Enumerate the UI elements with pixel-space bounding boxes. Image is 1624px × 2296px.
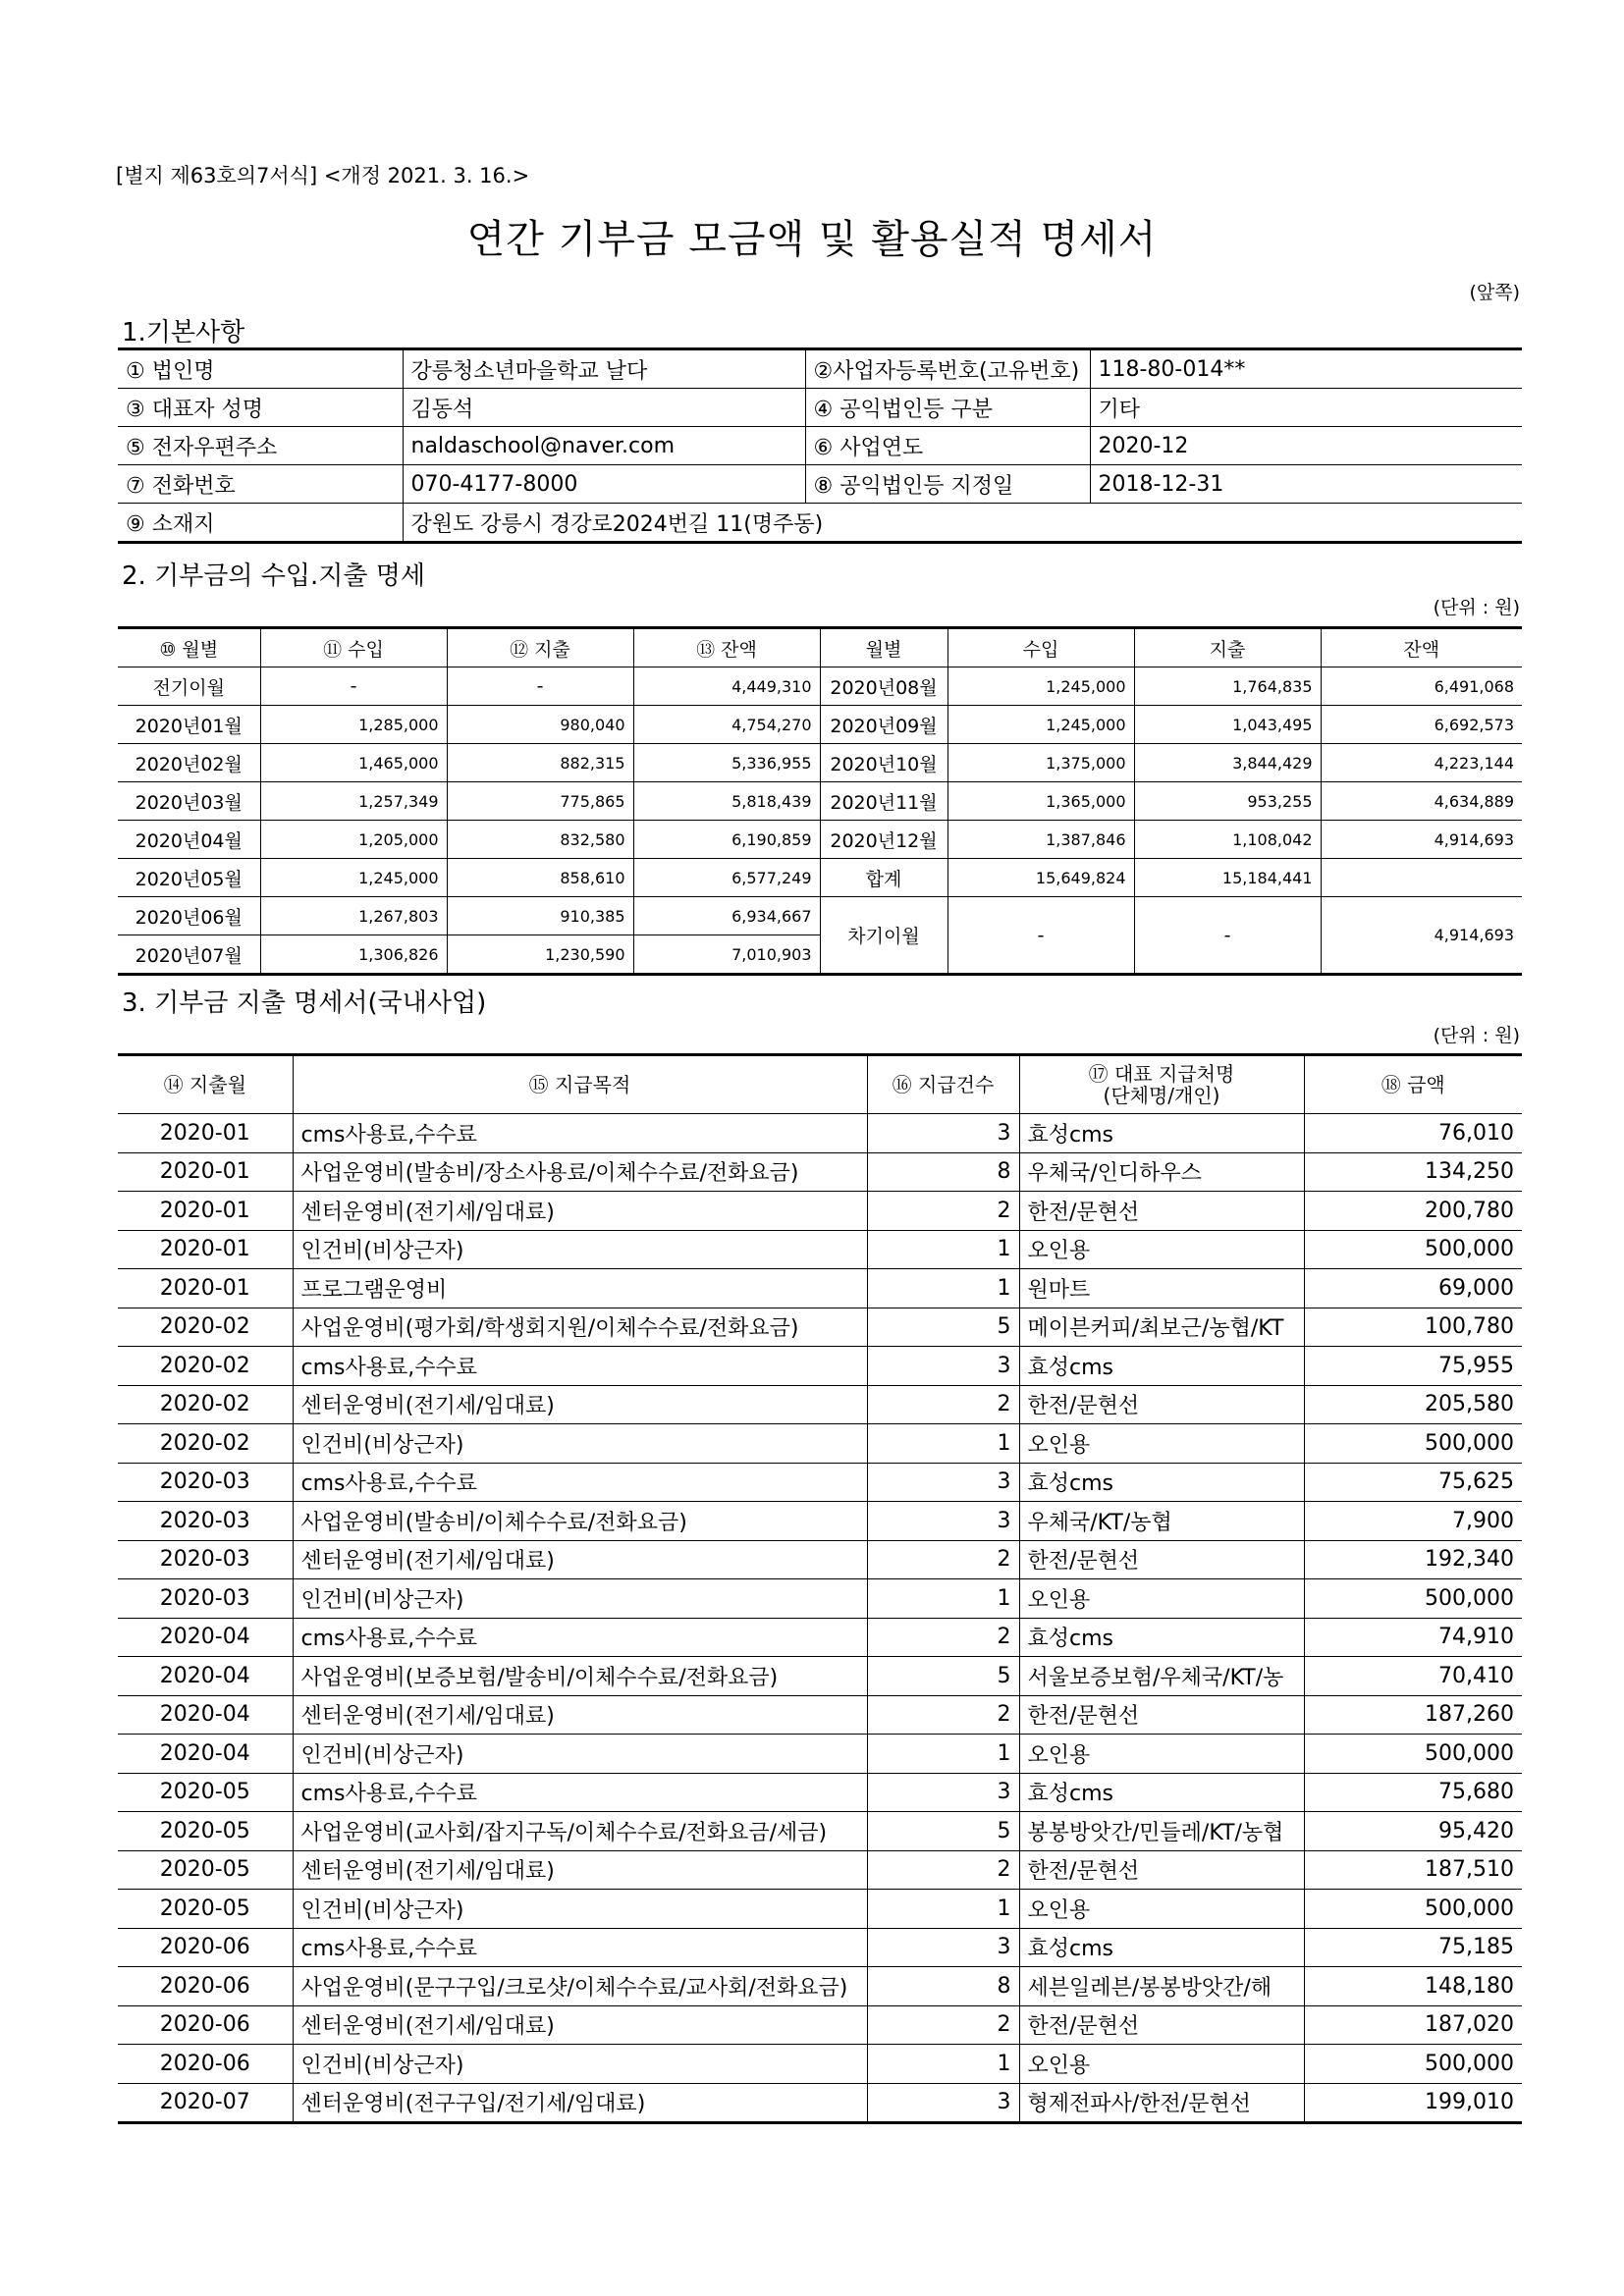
amount-cell: 69,000 xyxy=(1304,1269,1522,1308)
balance-cell: 4,634,889 xyxy=(1321,782,1522,821)
purpose-cell: 사업운영비(발송비/장소사용료/이체수수료/전화요금) xyxy=(293,1152,867,1192)
amount-cell: 75,680 xyxy=(1304,1773,1522,1812)
amount-cell: 100,780 xyxy=(1304,1308,1522,1347)
carryover-balance: 4,914,693 xyxy=(1321,897,1522,975)
expense-month-cell: 2020-04 xyxy=(118,1618,293,1657)
header-income: 수입 xyxy=(947,628,1134,667)
payee-cell: 우체국/인디하우스 xyxy=(1019,1152,1304,1192)
count-cell: 3 xyxy=(867,1928,1019,1967)
income-row xyxy=(118,897,1522,935)
month-cell: 2020년01월 xyxy=(118,706,260,744)
amount-cell: 187,020 xyxy=(1304,2005,1522,2045)
payee-cell: 오인용 xyxy=(1019,1230,1304,1269)
expenditure-table xyxy=(118,1053,1522,2124)
label-corp-name: ① 법인명 xyxy=(118,349,403,389)
expense-month-cell: 2020-03 xyxy=(118,1540,293,1579)
expenditure-row xyxy=(118,1928,1522,1967)
carryover-expense: - xyxy=(1134,897,1321,975)
balance-cell: 5,336,955 xyxy=(633,744,820,782)
expense-month-cell: 2020-01 xyxy=(118,1192,293,1231)
header-balance: ⑬ 잔액 xyxy=(633,628,820,667)
income-cell: 1,245,000 xyxy=(260,859,447,897)
expenditure-row xyxy=(118,1347,1522,1386)
count-cell: 2 xyxy=(867,2005,1019,2045)
payee-cell: 오인용 xyxy=(1019,1890,1304,1929)
label-address: ⑨ 소재지 xyxy=(118,504,403,543)
payee-cell: 효성cms xyxy=(1019,1463,1304,1502)
month-cell: 2020년03월 xyxy=(118,782,260,821)
count-cell: 1 xyxy=(867,1890,1019,1929)
income-expense-table xyxy=(118,626,1522,976)
page-side-label: (앞쪽) xyxy=(1469,282,1520,303)
purpose-cell: 인건비(비상근자) xyxy=(293,1735,867,1774)
expenditure-row xyxy=(118,2083,1522,2123)
month-cell: 2020년09월 xyxy=(820,706,947,744)
total-label: 합계 xyxy=(820,859,947,897)
balance-cell: 7,010,903 xyxy=(633,935,820,975)
expense-month-cell: 2020-06 xyxy=(118,2045,293,2084)
amount-cell: 192,340 xyxy=(1304,1540,1522,1579)
value-phone: 070-4177-8000 xyxy=(403,465,805,504)
label-phone: ⑦ 전화번호 xyxy=(118,465,403,504)
expense-cell: 1,043,495 xyxy=(1134,706,1321,744)
value-designation-date: 2018-12-31 xyxy=(1090,465,1522,504)
expense-cell: 882,315 xyxy=(447,744,633,782)
expense-month-cell: 2020-03 xyxy=(118,1463,293,1502)
expenditure-row xyxy=(118,1540,1522,1579)
count-cell: 2 xyxy=(867,1540,1019,1579)
month-cell: 전기이월 xyxy=(118,667,260,706)
header-expense: ⑫ 지출 xyxy=(447,628,633,667)
amount-cell: 74,910 xyxy=(1304,1618,1522,1657)
count-cell: 2 xyxy=(867,1385,1019,1424)
month-cell: 2020년10월 xyxy=(820,744,947,782)
balance-cell: 4,914,693 xyxy=(1321,821,1522,859)
balance-cell: 6,934,667 xyxy=(633,897,820,935)
payee-cell: 효성cms xyxy=(1019,1773,1304,1812)
expense-cell: - xyxy=(447,667,633,706)
expense-month-cell: 2020-05 xyxy=(118,1812,293,1851)
expense-month-cell: 2020-02 xyxy=(118,1347,293,1386)
purpose-cell: 센터운영비(전기세/임대료) xyxy=(293,1540,867,1579)
income-cell: 1,306,826 xyxy=(260,935,447,975)
expense-cell: 775,865 xyxy=(447,782,633,821)
purpose-cell: 센터운영비(전기세/임대료) xyxy=(293,1695,867,1735)
basic-row xyxy=(118,389,1522,427)
expenditure-row xyxy=(118,2005,1522,2045)
expense-month-cell: 2020-01 xyxy=(118,1114,293,1153)
count-cell: 5 xyxy=(867,1308,1019,1347)
month-cell: 2020년07월 xyxy=(118,935,260,975)
amount-cell: 76,010 xyxy=(1304,1114,1522,1153)
month-cell: 2020년04월 xyxy=(118,821,260,859)
income-cell: 1,375,000 xyxy=(947,744,1134,782)
header-payee-line1: ⑰ 대표 지급처명 xyxy=(1088,1062,1235,1086)
payee-cell: 효성cms xyxy=(1019,1347,1304,1386)
expense-month-cell: 2020-02 xyxy=(118,1385,293,1424)
income-cell: 1,267,803 xyxy=(260,897,447,935)
value-corp-name: 강릉청소년마을학교 날다 xyxy=(403,349,805,389)
payee-cell: 한전/문현선 xyxy=(1019,1540,1304,1579)
amount-cell: 70,410 xyxy=(1304,1657,1522,1696)
payee-cell: 오인용 xyxy=(1019,2045,1304,2084)
amount-cell: 500,000 xyxy=(1304,1230,1522,1269)
value-business-no: 118-80-014** xyxy=(1090,349,1522,389)
amount-cell: 500,000 xyxy=(1304,1890,1522,1929)
payee-cell: 세븐일레븐/봉봉방앗간/해 xyxy=(1019,1967,1304,2006)
count-cell: 3 xyxy=(867,1347,1019,1386)
expenditure-row xyxy=(118,1695,1522,1735)
income-cell: 1,245,000 xyxy=(947,667,1134,706)
income-header-row xyxy=(118,628,1522,667)
value-corp-type: 기타 xyxy=(1090,389,1522,427)
count-cell: 3 xyxy=(867,1463,1019,1502)
expense-month-cell: 2020-02 xyxy=(118,1308,293,1347)
amount-cell: 199,010 xyxy=(1304,2083,1522,2123)
purpose-cell: 인건비(비상근자) xyxy=(293,2045,867,2084)
expense-month-cell: 2020-04 xyxy=(118,1735,293,1774)
purpose-cell: 센터운영비(전구구입/전기세/임대료) xyxy=(293,2083,867,2123)
expenditure-row xyxy=(118,1308,1522,1347)
expense-month-cell: 2020-01 xyxy=(118,1230,293,1269)
total-income: 15,649,824 xyxy=(947,859,1134,897)
expense-month-cell: 2020-06 xyxy=(118,2005,293,2045)
amount-cell: 148,180 xyxy=(1304,1967,1522,2006)
value-representative: 김동석 xyxy=(403,389,805,427)
header-income: ⑪ 수입 xyxy=(260,628,447,667)
amount-cell: 187,260 xyxy=(1304,1695,1522,1735)
count-cell: 8 xyxy=(867,1967,1019,2006)
total-expense: 15,184,441 xyxy=(1134,859,1321,897)
section-basic-title: 1.기본사항 xyxy=(122,318,245,347)
month-cell: 2020년12월 xyxy=(820,821,947,859)
expense-cell: 953,255 xyxy=(1134,782,1321,821)
income-row xyxy=(118,706,1522,744)
expenditure-row xyxy=(118,1967,1522,2006)
payee-cell: 봉봉방앗간/민들레/KT/농협 xyxy=(1019,1812,1304,1851)
count-cell: 5 xyxy=(867,1812,1019,1851)
income-row xyxy=(118,744,1522,782)
count-cell: 3 xyxy=(867,2083,1019,2123)
header-expense-month: ⑭ 지출월 xyxy=(118,1055,293,1114)
expense-cell: 1,108,042 xyxy=(1134,821,1321,859)
purpose-cell: cms사용료,수수료 xyxy=(293,1463,867,1502)
balance-cell: 6,491,068 xyxy=(1321,667,1522,706)
unit-label: (단위 : 원) xyxy=(1433,597,1520,618)
amount-cell: 75,625 xyxy=(1304,1463,1522,1502)
basic-row xyxy=(118,427,1522,465)
count-cell: 5 xyxy=(867,1657,1019,1696)
expenditure-row xyxy=(118,1424,1522,1464)
expense-cell: 910,385 xyxy=(447,897,633,935)
count-cell: 1 xyxy=(867,1579,1019,1619)
header-month: 월별 xyxy=(820,628,947,667)
expenditure-row xyxy=(118,1773,1522,1812)
count-cell: 1 xyxy=(867,1230,1019,1269)
amount-cell: 205,580 xyxy=(1304,1385,1522,1424)
form-number: [별지 제63호의7서식] <개정 2021. 3. 16.> xyxy=(116,164,530,187)
carryover-income: - xyxy=(947,897,1134,975)
balance-cell: 6,190,859 xyxy=(633,821,820,859)
section-income-title: 2. 기부금의 수입.지출 명세 xyxy=(122,561,426,591)
purpose-cell: 인건비(비상근자) xyxy=(293,1424,867,1464)
balance-cell: 4,449,310 xyxy=(633,667,820,706)
expenditure-body xyxy=(118,1114,1522,2123)
payee-cell: 오인용 xyxy=(1019,1735,1304,1774)
expenditure-row xyxy=(118,1114,1522,1153)
header-balance: 잔액 xyxy=(1321,628,1522,667)
purpose-cell: 센터운영비(전기세/임대료) xyxy=(293,2005,867,2045)
month-cell: 2020년02월 xyxy=(118,744,260,782)
expense-month-cell: 2020-02 xyxy=(118,1424,293,1464)
income-cell: 1,465,000 xyxy=(260,744,447,782)
payee-cell: 오인용 xyxy=(1019,1579,1304,1619)
section-expenditure-title: 3. 기부금 지출 명세서(국내사업) xyxy=(122,988,487,1018)
purpose-cell: 인건비(비상근자) xyxy=(293,1890,867,1929)
income-row xyxy=(118,667,1522,706)
count-cell: 2 xyxy=(867,1192,1019,1231)
purpose-cell: cms사용료,수수료 xyxy=(293,1928,867,1967)
value-address: 강원도 강릉시 경강로2024번길 11(명주동) xyxy=(403,504,1522,543)
value-fiscal-year: 2020-12 xyxy=(1090,427,1522,465)
balance-cell: 4,223,144 xyxy=(1321,744,1522,782)
expense-cell: 3,844,429 xyxy=(1134,744,1321,782)
unit-label: (단위 : 원) xyxy=(1433,1025,1520,1046)
purpose-cell: 센터운영비(전기세/임대료) xyxy=(293,1385,867,1424)
expense-cell: 980,040 xyxy=(447,706,633,744)
header-count: ⑯ 지급건수 xyxy=(867,1055,1019,1114)
income-cell: 1,257,349 xyxy=(260,782,447,821)
value-email: naldaschool@naver.com xyxy=(403,427,805,465)
label-corp-type: ④ 공익법인등 구분 xyxy=(805,389,1090,427)
expense-month-cell: 2020-06 xyxy=(118,1928,293,1967)
expenditure-row xyxy=(118,1735,1522,1774)
amount-cell: 75,185 xyxy=(1304,1928,1522,1967)
expenditure-row xyxy=(118,1812,1522,1851)
amount-cell: 500,000 xyxy=(1304,1424,1522,1464)
amount-cell: 500,000 xyxy=(1304,2045,1522,2084)
income-cell: 1,285,000 xyxy=(260,706,447,744)
basic-row xyxy=(118,465,1522,504)
count-cell: 3 xyxy=(867,1114,1019,1153)
purpose-cell: 사업운영비(발송비/이체수수료/전화요금) xyxy=(293,1502,867,1541)
payee-cell: 오인용 xyxy=(1019,1424,1304,1464)
label-business-no: ②사업자등록번호(고유번호) xyxy=(805,349,1090,389)
balance-cell: 6,577,249 xyxy=(633,859,820,897)
payee-cell: 효성cms xyxy=(1019,1114,1304,1153)
expenditure-row xyxy=(118,1463,1522,1502)
purpose-cell: 인건비(비상근자) xyxy=(293,1230,867,1269)
payee-cell: 형제전파사/한전/문현선 xyxy=(1019,2083,1304,2123)
count-cell: 8 xyxy=(867,1152,1019,1192)
expenditure-row xyxy=(118,1579,1522,1619)
month-cell: 2020년11월 xyxy=(820,782,947,821)
count-cell: 2 xyxy=(867,1618,1019,1657)
purpose-cell: 인건비(비상근자) xyxy=(293,1579,867,1619)
expense-month-cell: 2020-03 xyxy=(118,1579,293,1619)
month-cell: 2020년06월 xyxy=(118,897,260,935)
count-cell: 1 xyxy=(867,2045,1019,2084)
payee-cell: 메이븐커피/최보근/농협/KT xyxy=(1019,1308,1304,1347)
expense-cell: 1,230,590 xyxy=(447,935,633,975)
expense-month-cell: 2020-07 xyxy=(118,2083,293,2123)
header-expense: 지출 xyxy=(1134,628,1321,667)
purpose-cell: 프로그램운영비 xyxy=(293,1269,867,1308)
carryover-label: 차기이월 xyxy=(820,897,947,975)
month-cell: 2020년05월 xyxy=(118,859,260,897)
expenditure-row xyxy=(118,1385,1522,1424)
expense-month-cell: 2020-05 xyxy=(118,1850,293,1890)
income-cell: - xyxy=(260,667,447,706)
amount-cell: 500,000 xyxy=(1304,1579,1522,1619)
count-cell: 1 xyxy=(867,1424,1019,1464)
amount-cell: 200,780 xyxy=(1304,1192,1522,1231)
purpose-cell: cms사용료,수수료 xyxy=(293,1618,867,1657)
month-cell: 2020년08월 xyxy=(820,667,947,706)
header-month: ⑩ 월별 xyxy=(118,628,260,667)
basic-row xyxy=(118,349,1522,389)
amount-cell: 95,420 xyxy=(1304,1812,1522,1851)
expenditure-header-row xyxy=(118,1055,1522,1114)
expense-month-cell: 2020-04 xyxy=(118,1657,293,1696)
header-purpose: ⑮ 지급목적 xyxy=(293,1055,867,1114)
income-row xyxy=(118,821,1522,859)
expenditure-row xyxy=(118,1192,1522,1231)
expense-month-cell: 2020-01 xyxy=(118,1269,293,1308)
expense-cell: 1,764,835 xyxy=(1134,667,1321,706)
balance-cell: 6,692,573 xyxy=(1321,706,1522,744)
purpose-cell: cms사용료,수수료 xyxy=(293,1347,867,1386)
purpose-cell: 사업운영비(교사회/잡지구독/이체수수료/전화요금/세금) xyxy=(293,1812,867,1851)
total-balance xyxy=(1321,859,1522,897)
payee-cell: 효성cms xyxy=(1019,1928,1304,1967)
amount-cell: 134,250 xyxy=(1304,1152,1522,1192)
income-row xyxy=(118,859,1522,897)
payee-cell: 한전/문현선 xyxy=(1019,2005,1304,2045)
expenditure-row xyxy=(118,1502,1522,1541)
income-cell: 1,245,000 xyxy=(947,706,1134,744)
amount-cell: 500,000 xyxy=(1304,1735,1522,1774)
purpose-cell: cms사용료,수수료 xyxy=(293,1114,867,1153)
payee-cell: 서울보증보험/우체국/KT/농 xyxy=(1019,1657,1304,1696)
payee-cell: 한전/문현선 xyxy=(1019,1695,1304,1735)
count-cell: 1 xyxy=(867,1735,1019,1774)
purpose-cell: cms사용료,수수료 xyxy=(293,1773,867,1812)
header-amount: ⑱ 금액 xyxy=(1304,1055,1522,1114)
expense-month-cell: 2020-05 xyxy=(118,1773,293,1812)
amount-cell: 7,900 xyxy=(1304,1502,1522,1541)
balance-cell: 5,818,439 xyxy=(633,782,820,821)
expense-month-cell: 2020-06 xyxy=(118,1967,293,2006)
payee-cell: 우체국/KT/농협 xyxy=(1019,1502,1304,1541)
count-cell: 1 xyxy=(867,1269,1019,1308)
payee-cell: 원마트 xyxy=(1019,1269,1304,1308)
expense-month-cell: 2020-04 xyxy=(118,1695,293,1735)
purpose-cell: 사업운영비(평가회/학생회지원/이체수수료/전화요금) xyxy=(293,1308,867,1347)
income-cell: 1,365,000 xyxy=(947,782,1134,821)
expenditure-row xyxy=(118,1890,1522,1929)
payee-cell: 한전/문현선 xyxy=(1019,1850,1304,1890)
header-payee-line2: (단체명/개인) xyxy=(1103,1084,1220,1107)
expense-month-cell: 2020-01 xyxy=(118,1152,293,1192)
payee-cell: 한전/문현선 xyxy=(1019,1385,1304,1424)
payee-cell: 효성cms xyxy=(1019,1618,1304,1657)
expenditure-row xyxy=(118,1152,1522,1192)
balance-cell: 4,754,270 xyxy=(633,706,820,744)
payee-cell: 한전/문현선 xyxy=(1019,1192,1304,1231)
document-title: 연간 기부금 모금액 및 활용실적 명세서 xyxy=(466,217,1158,262)
count-cell: 3 xyxy=(867,1773,1019,1812)
expense-cell: 832,580 xyxy=(447,821,633,859)
expenditure-row xyxy=(118,1657,1522,1696)
expenditure-row xyxy=(118,2045,1522,2084)
amount-cell: 187,510 xyxy=(1304,1850,1522,1890)
expense-month-cell: 2020-05 xyxy=(118,1890,293,1929)
purpose-cell: 사업운영비(문구구입/크로샷/이체수수료/교사회/전화요금) xyxy=(293,1967,867,2006)
expenditure-row xyxy=(118,1618,1522,1657)
expenditure-row xyxy=(118,1269,1522,1308)
purpose-cell: 센터운영비(전기세/임대료) xyxy=(293,1850,867,1890)
expenditure-row xyxy=(118,1230,1522,1269)
income-cell: 1,387,846 xyxy=(947,821,1134,859)
expense-cell: 858,610 xyxy=(447,859,633,897)
expenditure-row xyxy=(118,1850,1522,1890)
amount-cell: 75,955 xyxy=(1304,1347,1522,1386)
header-payee xyxy=(1019,1055,1304,1114)
label-email: ⑤ 전자우편주소 xyxy=(118,427,403,465)
income-row xyxy=(118,782,1522,821)
income-cell: 1,205,000 xyxy=(260,821,447,859)
basic-info-table xyxy=(118,347,1522,544)
label-designation-date: ⑧ 공익법인등 지정일 xyxy=(805,465,1090,504)
count-cell: 2 xyxy=(867,1850,1019,1890)
purpose-cell: 센터운영비(전기세/임대료) xyxy=(293,1192,867,1231)
count-cell: 2 xyxy=(867,1695,1019,1735)
count-cell: 3 xyxy=(867,1502,1019,1541)
label-fiscal-year: ⑥ 사업연도 xyxy=(805,427,1090,465)
label-representative: ③ 대표자 성명 xyxy=(118,389,403,427)
basic-row xyxy=(118,504,1522,543)
expense-month-cell: 2020-03 xyxy=(118,1502,293,1541)
purpose-cell: 사업운영비(보증보험/발송비/이체수수료/전화요금) xyxy=(293,1657,867,1696)
